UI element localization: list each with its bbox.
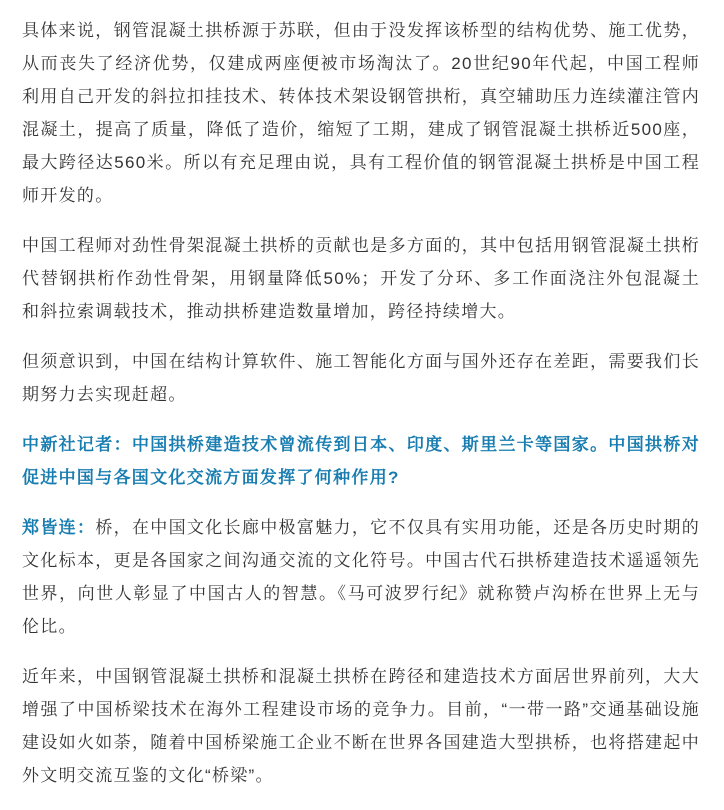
speaker-name: 郑皆连： (22, 518, 96, 537)
paragraph-cfst-arch-origin: 具体来说，钢管混凝土拱桥源于苏联，但由于没发挥该桥型的结构优势、施工优势，从而丧失了经济优势，仅建成两座便被市场淘汰了。20世纪90年代起，中国工程师利用自己开发的斜拉扣挂技术、转体技术架设钢管拱桁，真空辅助压力连续灌注管内混凝土，提高了质量，降低了造价，缩短了工期，建成了钢管混凝土拱桥近500座，最大跨径达560米。所以有充足理由说，具有工程价值的钢管混凝土拱桥是中国工程师开发的。 (22, 21, 700, 205)
article-body (22, 14, 700, 792)
interviewee-answer (22, 511, 700, 643)
answer-text: 桥，在中国文化长廊中极富魅力，它不仅具有实用功能，还是各历史时期的文化标本，更是各国家之间沟通交流的文化符号。中国古代石拱桥建造技术遥遥领先世界，向世人彰显了中国古人的智慧。《马可波罗行纪》就称赞卢沟桥在世界上无与伦比。 (22, 518, 701, 636)
paragraph-rigid-skeleton-contribution: 中国工程师对劲性骨架混凝土拱桥的贡献也是多方面的，其中包括用钢管混凝土拱桁代替钢拱桁作劲性骨架，用钢量降低50%；开发了分环、多工作面浇注外包混凝土和斜拉索调载技术，推动拱桥建造数量增加，跨径持续增大。 (22, 236, 700, 321)
paragraph-belt-and-road: 近年来，中国钢管混凝土拱桥和混凝土拱桥在跨径和建造技术方面居世界前列，大大增强了中国桥梁技术在海外工程建设市场的竞争力。目前，“一带一路”交通基础设施建设如火如荼，随着中国桥梁施工企业不断在世界各国建造大型拱桥，也将搭建起中外文明交流互鉴的文化“桥梁”。 (22, 667, 700, 785)
paragraph-gap-awareness: 但须意识到，中国在结构计算软件、施工智能化方面与国外还存在差距，需要我们长期努力去实现赶超。 (22, 352, 700, 404)
interviewer-question: 中新社记者：中国拱桥建造技术曾流传到日本、印度、斯里兰卡等国家。中国拱桥对促进中国与各国文化交流方面发挥了何种作用? (22, 435, 700, 487)
